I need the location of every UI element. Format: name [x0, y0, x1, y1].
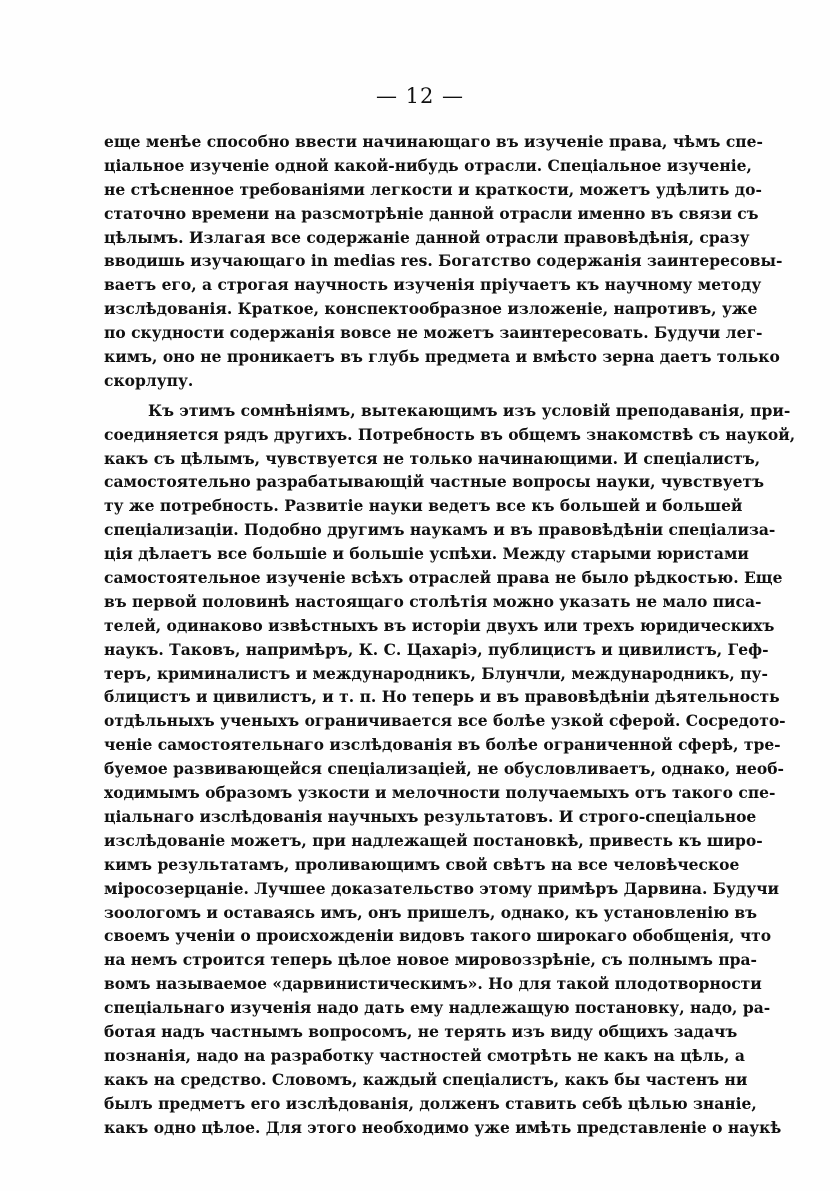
text-line: еще менѣе способно ввести начинающаго въ изученіе права, чѣмъ спе- [104, 132, 763, 151]
text-line: соединяется рядъ другихъ. Потребность въ общемъ знакомствѣ съ наукой, [104, 424, 796, 444]
text-line: ходимымъ образомъ узкости и мелочности получаемыхъ отъ такого спе- [104, 783, 776, 803]
text-line: своемъ ученіи о происхожденіи видовъ такого широкаго обобщенія, что [104, 926, 772, 946]
text-line: изслѣдованія. Краткое, конспектообразное изложеніе, напротивъ, уже [104, 299, 758, 319]
text-line: статочно времени на разсмотрѣніе данной отрасли именно въ связи съ [104, 203, 759, 223]
text-line: спеціализаціи. Подобно другимъ наукамъ и въ правовѣдѣніи спеціализа- [104, 520, 776, 540]
text-line: по скудности содержанія вовсе не можетъ заинтересовать. Будучи лег- [104, 323, 763, 343]
text-line: ботая надъ частнымъ вопросомъ, не терять изъ виду общихъ задачъ [104, 1021, 738, 1041]
page-number: — 12 — [375, 84, 465, 108]
text-line: въ первой половинѣ настоящаго столѣтія можно указать не мало писа- [104, 591, 762, 611]
paragraph-1 [104, 130, 783, 393]
text-line: теръ, криминалистъ и международникъ, Блунчли, международникъ, пу- [104, 663, 768, 683]
text-line: ціальнаго изслѣдованія научныхъ результатовъ. И строго-спеціальное [104, 806, 757, 826]
text-line: ваетъ его, а строгая научность изученія пріучаетъ къ научному методу [104, 275, 762, 295]
text-line: изслѣдованіе можетъ, при надлежащей постановкѣ, привесть къ широ- [104, 830, 763, 850]
text-line: вомъ называемое «дарвинистическимъ». Но для такой плодотворности [104, 974, 762, 994]
text-line: міросозерцаніе. Лучшее доказательство этому примѣръ Дарвина. Будучи [104, 878, 780, 898]
text-line: какъ одно цѣлое. Для этого необходимо уже имѣть представленіе о наукѣ [104, 1117, 782, 1137]
text-line: телей, одинаково извѣстныхъ въ исторіи двухъ или трехъ юридическихъ [104, 615, 775, 635]
text-line: цѣлымъ. Излагая все содержаніе данной отрасли правовѣдѣнія, сразу [104, 227, 750, 247]
text-line: на немъ строится теперь цѣлое новое мировоззрѣніе, съ полнымъ пра- [104, 950, 757, 970]
text-line: познанія, надо на разработку частностей смотрѣть не какъ на цѣль, а [104, 1045, 745, 1065]
text-line: ту же потребность. Развитіе науки ведетъ все къ большей и большей [104, 496, 743, 516]
text-line: кимъ, оно не проникаетъ въ глубь предмета и вмѣсто зерна даетъ только [104, 347, 780, 367]
text-line: скорлупу. [104, 370, 194, 390]
text-line: зоологомъ и оставаясь имъ, онъ пришелъ, однако, къ установленію въ [104, 902, 758, 922]
text-line: наукъ. Таковъ, напримѣръ, К. С. Цахаріэ, публицистъ и цивилистъ, Геф- [104, 639, 769, 659]
text-line: самостоятельное изученіе всѣхъ отраслей права не было рѣдкостью. Еще [104, 568, 783, 588]
text-line: самостоятельно разрабатывающій частные вопросы науки, чувствуетъ [104, 472, 765, 492]
text-line: не стѣсненное требованіями легкости и краткости, можетъ удѣлить до- [104, 179, 762, 199]
text-line: вводишь изучающаго in medias res. Богатство содержанія заинтересовы- [104, 251, 783, 271]
body-text [104, 130, 796, 1139]
text-line: ціальное изученіе одной какой-нибудь отрасли. Спеціальное изученіе, [104, 155, 752, 175]
text-line: былъ предметъ его изслѣдованія, долженъ ставить себѣ цѣлью знаніе, [104, 1093, 757, 1113]
text-line: Къ этимъ сомнѣніямъ, вытекающимъ изъ условій преподаванія, при- [148, 400, 791, 420]
text-line: блицистъ и цивилистъ, и т. п. Но теперь и въ правовѣдѣніи дѣятельность [104, 687, 780, 707]
text-line: ченіе самостоятельнаго изслѣдованія въ болѣе ограниченной сферѣ, тре- [104, 735, 781, 755]
text-line: ція дѣлаетъ все большіе и большіе успѣхи. Между старыми юристами [104, 544, 749, 564]
text-line: буемое развивающейся спеціализаціей, не обусловливаетъ, однако, необ- [104, 759, 784, 779]
text-line: какъ на средство. Словомъ, каждый спеціалистъ, какъ бы частенъ ни [104, 1069, 748, 1089]
paragraph-2 [104, 399, 796, 1140]
text-line: кимъ результатамъ, проливающимъ свой свѣтъ на все человѣческое [104, 854, 740, 874]
text-line: спеціальнаго изученія надо дать ему надлежащую постановку, надо, ра- [104, 998, 771, 1018]
text-line: отдѣльныхъ ученыхъ ограничивается все болѣе узкой сферой. Сосредото- [104, 711, 786, 731]
text-line: какъ съ цѣлымъ, чувствуется не только начинающими. И спеціалистъ, [104, 448, 761, 468]
